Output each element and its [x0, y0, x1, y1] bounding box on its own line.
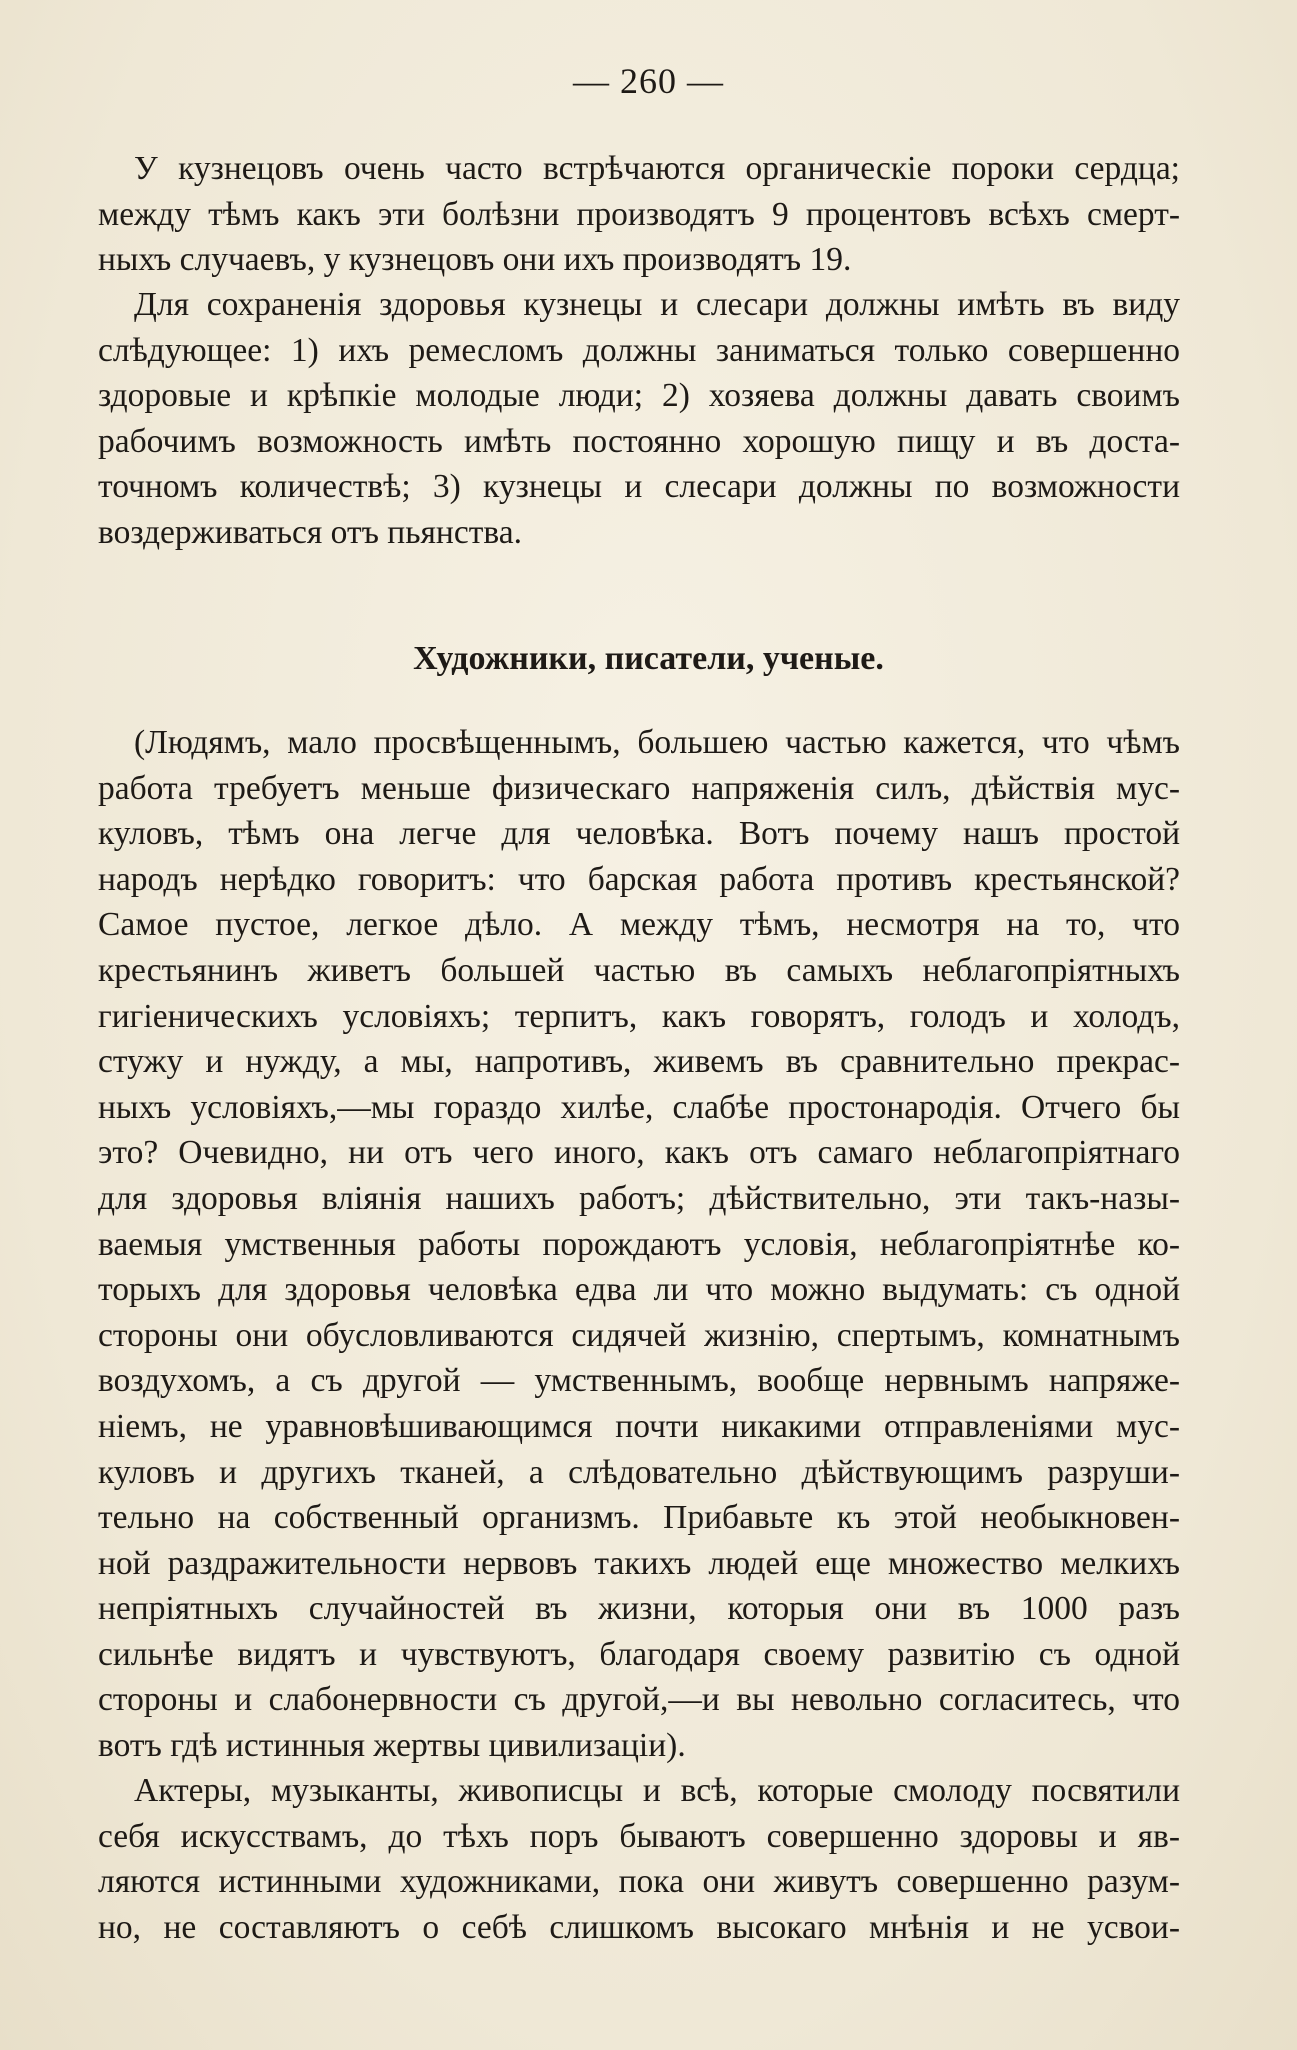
- text-line: ной раздражительности нервовъ такихъ людей еще множество мелкихъ: [98, 1544, 1180, 1582]
- text-line: стороны и слабонервности съ другой,—и вы невольно согласитесь, что: [98, 1681, 1180, 1719]
- text-line: ваемыя умственныя работы порождаютъ условія, неблагопріятнѣе ко-: [98, 1225, 1180, 1263]
- text-line: работа требуетъ меньше физическаго напряженія силъ, дѣйствія мус-: [98, 769, 1180, 807]
- text-line: это? Очевидно, ни отъ чего иного, какъ отъ самаго неблагопріятнаго: [98, 1134, 1180, 1172]
- text-line: ныхъ случаевъ, у кузнецовъ они ихъ производятъ 19.: [98, 241, 852, 279]
- text-line: сильнѣе видятъ и чувствуютъ, благодаря своему развитію съ одной: [98, 1635, 1180, 1673]
- text-line: ніемъ, не уравновѣшивающимся почти никакими отправленіями мус-: [98, 1407, 1180, 1445]
- text-line: вотъ гдѣ истинныя жертвы цивилизаціи).: [98, 1727, 686, 1765]
- text-line: (Людямъ, мало просвѣщеннымъ, большею частью кажется, что чѣмъ: [134, 724, 1180, 761]
- text-line: между тѣмъ какъ эти болѣзни производятъ 9 процентовъ всѣхъ смерт-: [98, 195, 1180, 233]
- text-line: Для сохраненія здоровья кузнецы и слесари должны имѣть въ виду: [134, 286, 1180, 323]
- text-line: непріятныхъ случайностей въ жизни, которыя они въ 1000 разъ: [98, 1590, 1180, 1628]
- text-line: воздухомъ, а съ другой — умственнымъ, вообще нервнымъ напряже-: [98, 1362, 1180, 1400]
- text-line: куловъ, тѣмъ она легче для человѣка. Вотъ почему нашъ простой: [98, 815, 1180, 853]
- text-line: гигіеническихъ условіяхъ; терпитъ, какъ говорятъ, голодъ и холодъ,: [98, 997, 1180, 1035]
- text-line: Самое пустое, легкое дѣло. А между тѣмъ, несмотря на то, что: [98, 906, 1180, 944]
- text-line: У кузнецовъ очень часто встрѣчаются органическіе пороки сердца;: [134, 150, 1180, 187]
- text-line: ляются истинными художниками, пока они живутъ совершенно разум-: [98, 1863, 1180, 1901]
- text-line: рабочимъ возможность имѣть постоянно хорошую пищу и въ доста-: [98, 422, 1180, 460]
- paragraph-mental-work: [98, 720, 1180, 1769]
- text-line: крестьянинъ живетъ большей частью въ самыхъ неблагопріятныхъ: [98, 951, 1180, 989]
- text-line: воздерживаться отъ пьянства.: [98, 513, 522, 551]
- page-number: — 260 —: [573, 61, 724, 101]
- text-line: но, не составляютъ о себѣ слишкомъ высокаго мнѣнія и не усвои-: [98, 1908, 1180, 1946]
- text-line: тельно на собственный организмъ. Прибавьте къ этой необыкновен-: [98, 1499, 1180, 1537]
- text-line: торыхъ для здоровья человѣка едва ли что можно выдумать: съ одной: [98, 1271, 1180, 1309]
- text-line: ныхъ условіяхъ,—мы гораздо хилѣе, слабѣе простонародія. Отчего бы: [98, 1088, 1180, 1126]
- text-line: слѣдующее: 1) ихъ ремесломъ должны заниматься только совершенно: [98, 331, 1180, 369]
- paragraph-artists: [98, 1768, 1180, 1950]
- text-line: стужу и нужду, а мы, напротивъ, живемъ въ сравнительно прекрас-: [98, 1043, 1180, 1081]
- text-line: стороны они обусловливаются сидячей жизнію, спертымъ, комнатнымъ: [98, 1316, 1180, 1354]
- text-line: здоровые и крѣпкіе молодые люди; 2) хозяева должны давать своимъ: [98, 377, 1180, 415]
- text-line: куловъ и другихъ тканей, а слѣдовательно дѣйствующимъ разруши-: [98, 1453, 1180, 1491]
- text-line: точномъ количествѣ; 3) кузнецы и слесари должны по возможности: [98, 468, 1180, 506]
- text-line: Актеры, музыканты, живописцы и всѣ, которые смолоду посвятили: [134, 1772, 1180, 1809]
- text-line: себя искусствамъ, до тѣхъ поръ бываютъ совершенно здоровы и яв-: [98, 1817, 1180, 1855]
- text-line: народъ нерѣдко говоритъ: что барская работа противъ крестьянской?: [98, 860, 1180, 898]
- paragraph-heart-disease: [98, 146, 1180, 283]
- paragraph-health-rules: [98, 282, 1180, 556]
- section-heading: Художники, писатели, ученые.: [413, 640, 884, 677]
- text-line: для здоровья вліянія нашихъ работъ; дѣйствительно, эти такъ-назы-: [98, 1179, 1180, 1217]
